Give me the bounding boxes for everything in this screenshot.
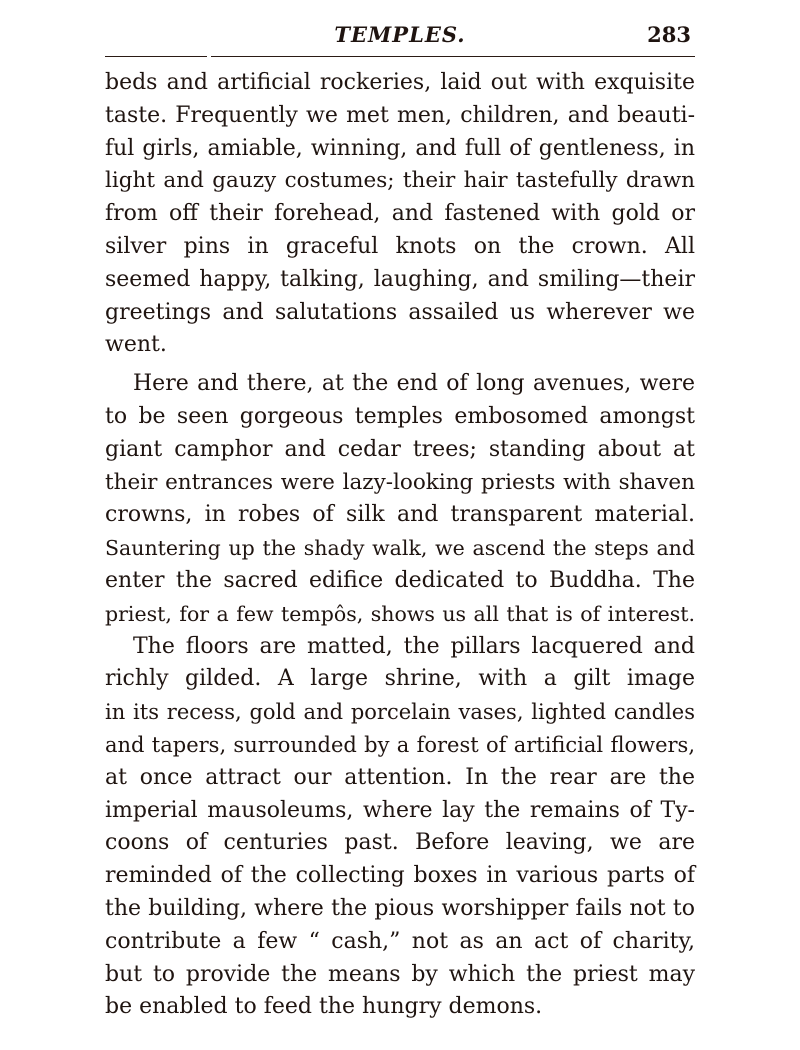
text-line: at once attract our attention. In the rear are the (105, 764, 695, 790)
text-line: but to provide the means by which the priest may (105, 961, 695, 987)
text-line: crowns, in robes of silk and transparent material. (105, 502, 695, 528)
paragraph-2 (105, 368, 695, 630)
text-line: and tapers, surrounded by a forest of artificial flowers, (105, 732, 695, 757)
text-line: giant camphor and cedar trees; standing about at (105, 436, 695, 462)
text-line: reminded of the collecting boxes in various parts of (105, 863, 695, 889)
text-line: priest, for a few tempôs, shows us all that is of interest. (105, 601, 695, 626)
text-line: greetings and salutations assailed us wherever we (105, 299, 695, 325)
text-line: richly gilded. A large shrine, with a gilt image (105, 666, 695, 692)
text-line: to be seen gorgeous temples embosomed amongst (105, 403, 695, 429)
header-rule-left (105, 56, 207, 57)
header-rule-right (211, 56, 695, 57)
text-line: imperial mausoleums, where lay the remains of Ty- (105, 797, 695, 823)
text-line: taste. Frequently we met men, children, and beauti- (105, 102, 695, 128)
running-title: TEMPLES. (334, 22, 466, 47)
text-line: Sauntering up the shady walk, we ascend the steps and (105, 536, 695, 561)
paragraph-1 (105, 67, 695, 362)
text-line: The floors are matted, the pillars lacquered and (133, 633, 695, 659)
body-text (105, 67, 695, 1024)
text-line: Here and there, at the end of long avenues, were (133, 371, 695, 397)
text-line: silver pins in graceful knots on the crown. All (105, 233, 695, 259)
text-line: went. (105, 332, 167, 358)
text-line: beds and artificial rockeries, laid out with exquisite (105, 70, 695, 95)
page-header (105, 20, 695, 52)
text-line: from off their forehead, and fastened with gold or (105, 201, 695, 227)
text-line: enter the sacred edifice dedicated to Buddha. The (105, 567, 695, 593)
text-line: seemed happy, talking, laughing, and smiling—their (105, 266, 695, 292)
paragraph-3 (105, 631, 695, 1025)
text-line: their entrances were lazy-looking priests with shaven (105, 469, 695, 495)
text-line: the building, where the pious worshipper fails not to (105, 895, 695, 921)
text-line: contribute a few “ cash,” not as an act of charity, (105, 928, 695, 954)
text-line: light and gauzy costumes; their hair tastefully drawn (105, 168, 695, 194)
page-number: 283 (647, 22, 691, 47)
text-line: coons of centuries past. Before leaving, we are (105, 830, 695, 856)
text-line: in its recess, gold and porcelain vases, lighted candles (105, 700, 695, 725)
text-line: ful girls, amiable, winning, and full of gentleness, in (105, 135, 695, 161)
text-line: be enabled to feed the hungry demons. (105, 994, 543, 1020)
